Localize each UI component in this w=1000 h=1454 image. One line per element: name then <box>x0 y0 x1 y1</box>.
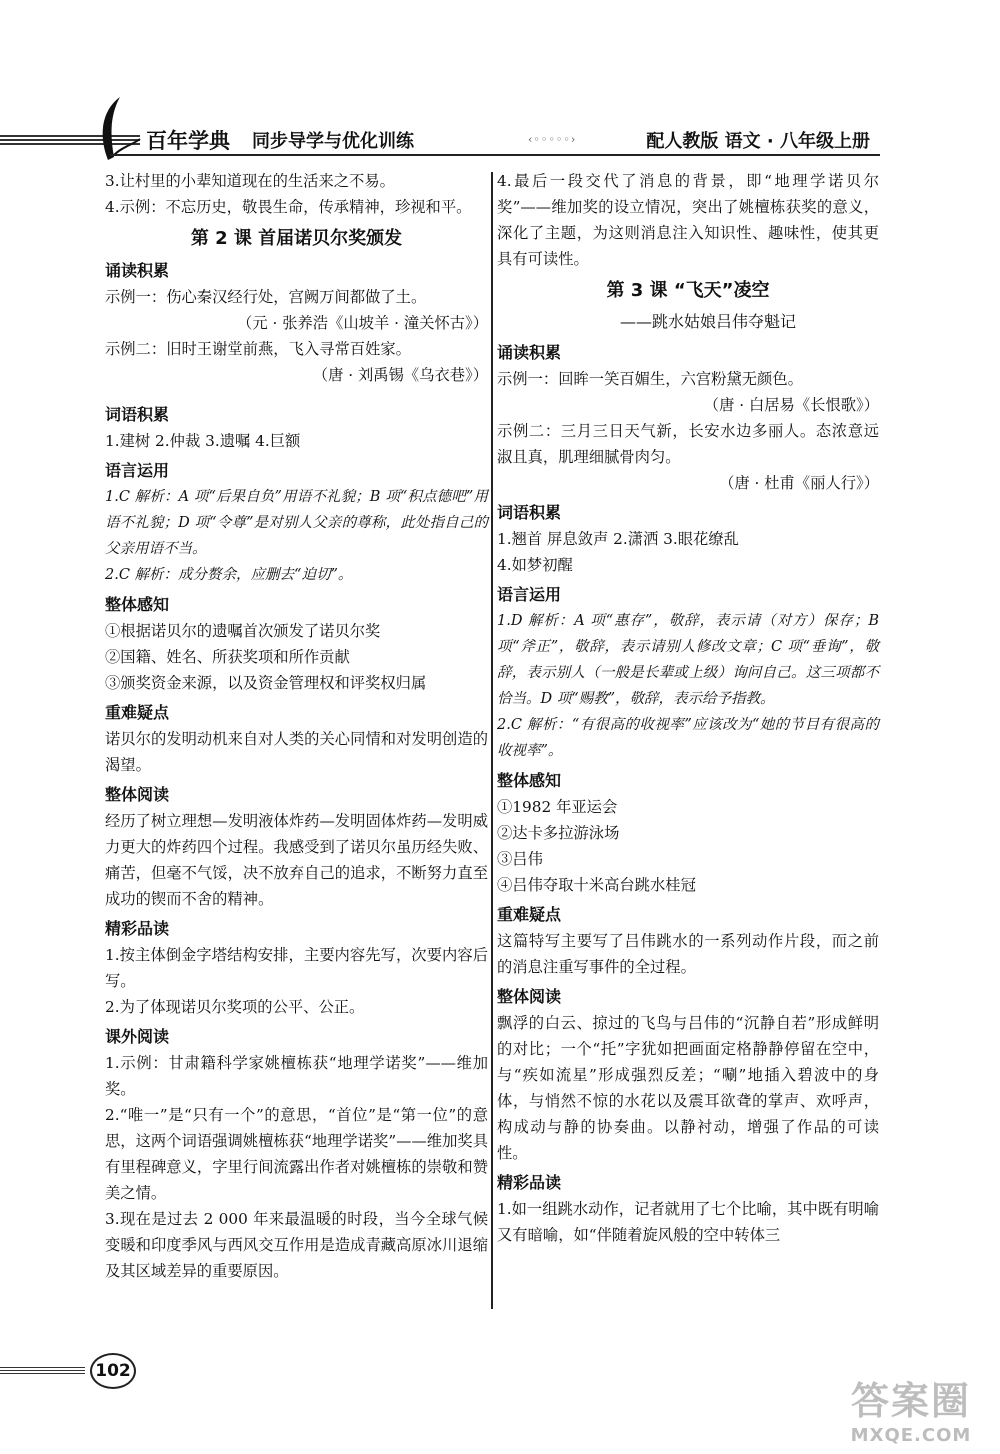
paragraph: 4.最后一段交代了消息的背景，即“地理学诺贝尔奖”——维加奖的设立情况，突出了姚檀栋获奖的意义，深化了主题，为这则消息注入知识性、趣味性，使其更具有可读性。 <box>497 172 879 268</box>
spacer <box>105 388 488 398</box>
paragraph: 这篇特写主要写了吕伟跳水的一系列动作片段，而之前的消息注重写事件的全过程。 <box>497 932 879 976</box>
section-heading: 重难疑点 <box>497 905 562 924</box>
citation: （唐 · 杜甫《丽人行》） <box>719 474 879 492</box>
citation: （唐 · 刘禹锡《乌衣巷》） <box>312 366 488 384</box>
paragraph: 示例一：伤心秦汉经行处，宫阙万间都做了土。 <box>105 288 427 306</box>
footer-stripes <box>0 1366 85 1374</box>
section-heading: 语言运用 <box>105 461 170 480</box>
paragraph: 3.让村里的小辈知道现在的生活来之不易。 <box>105 172 395 190</box>
answer-explanation: 1.D 解析：A 项“惠存”，敬辞，表示请（对方）保存；B 项“斧正”，敬辞，表示请别人修改文章；C 项“垂询”，敬辞，表示别人（一般是长辈或上级）询问自己。这三项都不恰当。D 项“赐教”，敬辞，表示给予指教。 <box>497 613 879 707</box>
citation: （唐 · 白居易《长恨歌》） <box>703 396 879 414</box>
paragraph: ③颁奖资金来源，以及资金管理权和评奖权归属 <box>105 674 427 692</box>
citation: （元 · 张养浩《山坡羊 · 潼关怀古》） <box>237 314 488 332</box>
section-heading: 诵读积累 <box>105 261 170 280</box>
section-heading: 精彩品读 <box>105 919 170 938</box>
paragraph: 诺贝尔的发明动机来自对人类的关心同情和对发明创造的渴望。 <box>105 730 488 774</box>
header-edition: 配人教版 语文 · 八年级上册 <box>646 131 870 152</box>
lesson-subtitle: ——跳水姑娘吕伟夺魁记 <box>619 312 796 331</box>
paragraph: 2.为了体现诺贝尔奖项的公平、公正。 <box>105 998 365 1016</box>
paragraph: 示例二：旧时王谢堂前燕，飞入寻常百姓家。 <box>105 340 411 358</box>
paragraph: 2.“唯一”是“只有一个”的意思，“首位”是“第一位”的意思，这两个词语强调姚檀栋获“地理学诺奖”——维加奖具有里程碑意义，字里行间流露出作者对姚檀栋的崇敬和赞美之情。 <box>105 1106 488 1202</box>
paragraph: 1.按主体倒金字塔结构安排，主要内容先写，次要内容后写。 <box>105 946 488 990</box>
section-heading: 课外阅读 <box>105 1027 170 1046</box>
paragraph: ②达卡多拉游泳场 <box>497 824 620 842</box>
paragraph: ②国籍、姓名、所获奖项和所作贡献 <box>105 648 350 666</box>
paragraph: ①根据诺贝尔的遗嘱首次颁发了诺贝尔奖 <box>105 622 381 640</box>
watermark-url: MXQE.COM <box>850 1425 972 1446</box>
answer-explanation: 1.C 解析：A 项“后果自负”用语不礼貌；B 项“积点德吧”用语不礼貌；D 项“令尊”是对别人父亲的尊称，此处指自己的父亲用语不当。 <box>105 489 488 557</box>
paragraph: 1.翘首 屏息敛声 2.潇洒 3.眼花缭乱 <box>497 530 739 548</box>
left-column <box>105 168 488 1284</box>
paragraph: 1.建树 2.仲裁 3.遗嘱 4.巨额 <box>105 432 301 450</box>
paragraph: 4.示例：不忘历史，敬畏生命，传承精神，珍视和平。 <box>105 198 472 216</box>
answer-explanation: 2.C 解析：“有很高的收视率”应该改为“她的节目有很高的收视率”。 <box>497 717 879 759</box>
paragraph: ④吕伟夺取十米高台跳水桂冠 <box>497 876 696 894</box>
section-heading: 精彩品读 <box>497 1173 562 1192</box>
paragraph: 示例一：回眸一笑百媚生，六宫粉黛无颜色。 <box>497 370 803 388</box>
right-column <box>497 168 879 1248</box>
section-heading: 词语积累 <box>497 503 562 522</box>
section-heading: 词语积累 <box>105 405 170 424</box>
paragraph: 经历了树立理想—发明液体炸药—发明固体炸药—发明威力更大的炸药四个过程。我感受到了诺贝尔虽历经失败、痛苦，但毫不气馁，决不放弃自己的追求，不断努力直至成功的锲而不舍的精神。 <box>105 812 488 908</box>
paragraph: 1.示例：甘肃籍科学家姚檀栋获“地理学诺奖”——维加奖。 <box>105 1054 488 1098</box>
section-heading: 重难疑点 <box>105 703 170 722</box>
header-brand: 百年学典 <box>146 129 230 153</box>
paragraph: ③吕伟 <box>497 850 543 868</box>
watermark-title: 答案圈 <box>850 1379 971 1423</box>
paragraph: 3.现在是过去 2 000 年来最温暖的时段，当今全球气候变暖和印度季风与西风交互作用是造成青藏高原冰川退缩及其区域差异的重要原因。 <box>105 1210 488 1280</box>
section-heading: 整体阅读 <box>105 785 170 804</box>
section-heading: 整体感知 <box>497 771 562 790</box>
page-header <box>0 95 1000 165</box>
answer-explanation: 2.C 解析：成分赘余，应删去“迫切”。 <box>105 567 353 583</box>
section-heading: 语言运用 <box>497 585 562 604</box>
section-heading: 整体阅读 <box>497 987 562 1006</box>
paragraph: ①1982 年亚运会 <box>497 798 618 816</box>
paragraph: 示例二：三月三日天气新，长安水边多丽人。态浓意远淑且真，肌理细腻骨肉匀。 <box>497 422 879 466</box>
paragraph: 飘浮的白云、掠过的飞鸟与吕伟的“沉静自若”形成鲜明的对比；一个“托”字犹如把画面定格静静停留在空中，与“疾如流星”形成强烈反差；“唰”地插入碧波中的身体，与悄然不惊的水花以及震耳欲聋的掌声、欢呼声，构成动与静的协奏曲。以静衬动，增强了作品的可读性。 <box>497 1014 879 1162</box>
page-number: 102 <box>90 1353 136 1389</box>
section-heading: 整体感知 <box>105 595 170 614</box>
watermark <box>836 1370 986 1446</box>
paragraph: 4.如梦初醒 <box>497 556 573 574</box>
lesson-title: 第 2 课 首届诺贝尔奖颁发 <box>190 228 403 249</box>
header-ornament: ‹◦◦◦◦◦› <box>528 133 577 146</box>
lesson-title: 第 3 课 “飞天”凌空 <box>606 280 770 301</box>
header-subtitle: 同步导学与优化训练 <box>252 131 414 152</box>
column-divider <box>491 172 493 1309</box>
paragraph: 1.如一组跳水动作，记者就用了七个比喻，其中既有明喻又有暗喻，如“伴随着旋风般的空中转体三 <box>497 1200 879 1244</box>
section-heading: 诵读积累 <box>497 343 562 362</box>
